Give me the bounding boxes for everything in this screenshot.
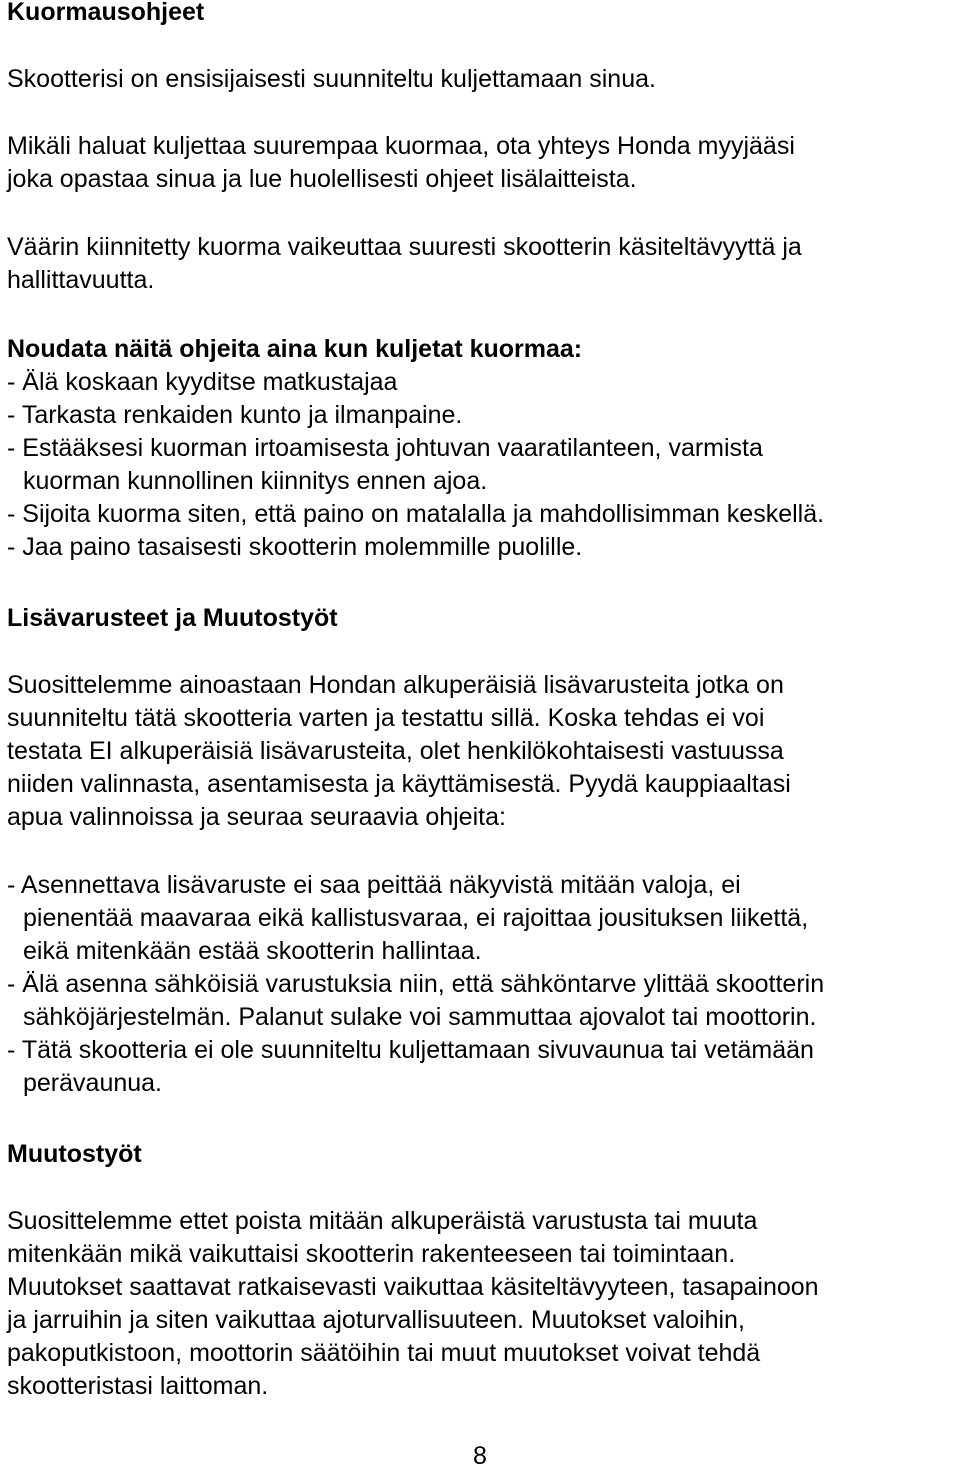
list-item: - Tätä skootteria ei ole suunniteltu kuljettamaan sivuvaunua tai vetämään xyxy=(7,1036,814,1064)
section-title-lisavarusteet: Lisävarusteet ja Muutostyöt xyxy=(7,604,338,632)
list-item: - Älä koskaan kyyditse matkustajaa xyxy=(7,368,398,396)
text-line: Väärin kiinnitetty kuorma vaikeuttaa suuresti skootterin käsiteltävyyttä ja xyxy=(7,233,802,261)
list-item: - Tarkasta renkaiden kunto ja ilmanpaine. xyxy=(7,401,463,429)
list-item: - Estääksesi kuorman irtoamisesta johtuvan vaaratilanteen, varmista xyxy=(7,434,763,462)
list-item-continuation: sähköjärjestelmän. Palanut sulake voi sammuttaa ajovalot tai moottorin. xyxy=(23,1003,817,1031)
list-item-continuation: eikä mitenkään estää skootterin hallintaa. xyxy=(23,937,482,965)
text-line: ja jarruihin ja siten vaikuttaa ajoturvallisuuteen. Muutokset valoihin, xyxy=(7,1306,745,1334)
text-line: testata EI alkuperäisiä lisävarusteita, olet henkilökohtaisesti vastuussa xyxy=(7,737,784,765)
text-line: Suosittelemme ettet poista mitään alkuperäistä varustusta tai muuta xyxy=(7,1207,758,1235)
rules-heading: Noudata näitä ohjeita aina kun kuljetat kuormaa: xyxy=(7,335,583,363)
list-item-continuation: kuorman kunnollinen kiinnitys ennen ajoa. xyxy=(23,467,488,495)
text-line: suunniteltu tätä skootteria varten ja testattu sillä. Koska tehdas ei voi xyxy=(7,704,765,732)
list-item-continuation: pienentää maavaraa eikä kallistusvaraa, ei rajoittaa jousituksen liikettä, xyxy=(23,904,809,932)
text-line: skootteristasi laittoman. xyxy=(7,1372,269,1400)
load-rules-list xyxy=(7,333,947,564)
section-title-kuormausohjeet: Kuormausohjeet xyxy=(7,0,205,26)
text-line: apua valinnoissa ja seuraa seuraavia ohjeita: xyxy=(7,803,506,831)
page-number: 8 xyxy=(473,1442,487,1470)
paragraph-modifications xyxy=(7,1205,947,1403)
text-line: pakoputkistoon, moottorin säätöihin tai muut muutokset voivat tehdä xyxy=(7,1339,761,1367)
accessories-rules-list xyxy=(7,869,947,1100)
list-item: - Sijoita kuorma siten, että paino on matalalla ja mahdollisimman keskellä. xyxy=(7,500,825,528)
list-item-continuation: perävaunua. xyxy=(23,1069,163,1097)
list-item: - Älä asenna sähköisiä varustuksia niin, että sähköntarve ylittää skootterin xyxy=(7,970,825,998)
text-line: Mikäli haluat kuljettaa suurempaa kuormaa, ota yhteys Honda myyjääsi xyxy=(7,132,795,160)
section-title-muutostyot: Muutostyöt xyxy=(7,1140,142,1168)
paragraph-accessories xyxy=(7,669,947,834)
text-line: hallittavuutta. xyxy=(7,266,155,294)
list-item: - Asennettava lisävaruste ei saa peittää näkyvistä mitään valoja, ei xyxy=(7,871,741,899)
text-line: Suosittelemme ainoastaan Hondan alkuperäisiä lisävarusteita jotka on xyxy=(7,671,784,699)
text-line: niiden valinnasta, asentamisesta ja käyttämisestä. Pyydä kauppiaaltasi xyxy=(7,770,791,798)
paragraph-wrong-load xyxy=(7,231,947,297)
paragraph-larger-load xyxy=(7,130,947,196)
text-line: joka opastaa sinua ja lue huolellisesti ohjeet lisälaitteista. xyxy=(7,165,637,193)
paragraph-intro: Skootterisi on ensisijaisesti suunniteltu kuljettamaan sinua. xyxy=(7,65,656,93)
text-line: mitenkään mikä vaikuttaisi skootterin rakenteeseen tai toimintaan. xyxy=(7,1240,736,1268)
text-line: Muutokset saattavat ratkaisevasti vaikuttaa käsiteltävyyteen, tasapainoon xyxy=(7,1273,819,1301)
list-item: - Jaa paino tasaisesti skootterin molemmille puolille. xyxy=(7,533,583,561)
